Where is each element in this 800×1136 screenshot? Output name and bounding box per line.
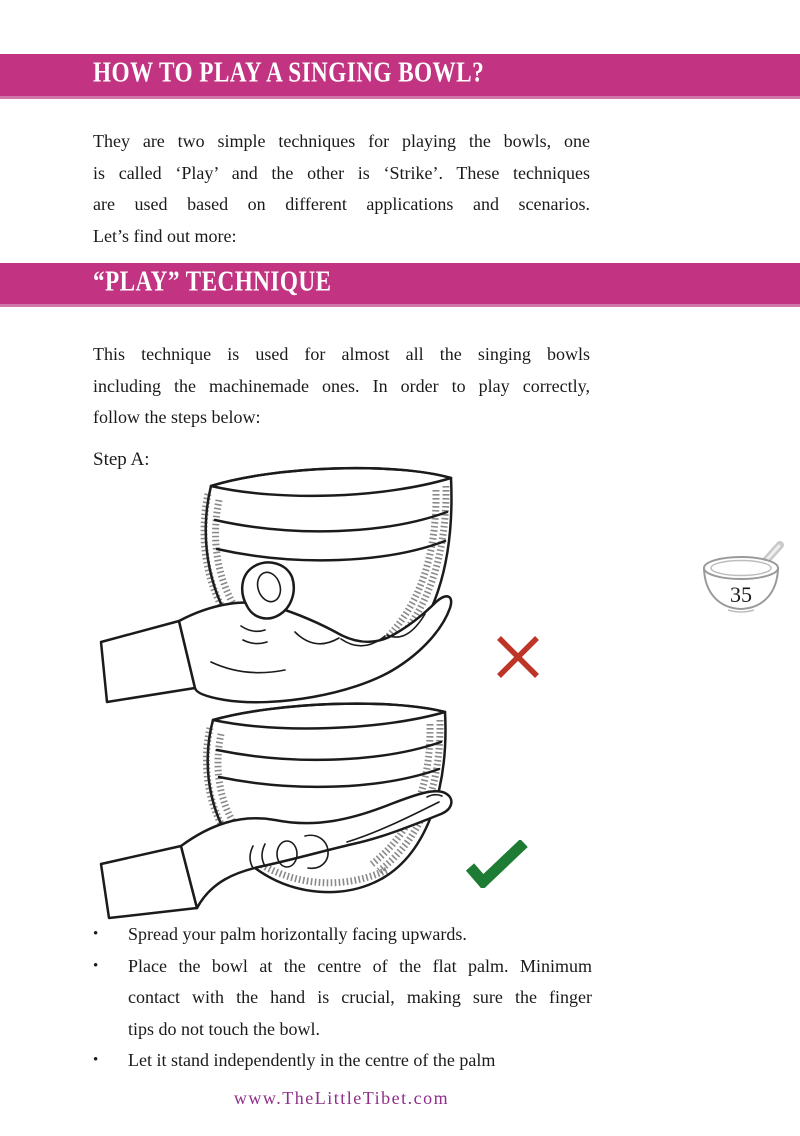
list-item (93, 919, 592, 951)
list-item-text: Spread your palm horizontally facing upwards. (128, 924, 467, 944)
intro-paragraph: They are two simple techniques for playing the bowls, one is called ‘Play’ and the other is ‘Strike’. These techniques are used based on different applications and scenarios. Let’s find out more: (93, 131, 590, 246)
list-item (93, 951, 592, 1046)
bullet-marker: • (93, 957, 99, 974)
list-item-text: Place the bowl at the centre of the flat palm. Minimum contact with the hand is crucial, making sure the finger tips do not touch the bowl. (128, 955, 592, 1039)
list-item-text: Let it stand independently in the centre of the palm (128, 1050, 496, 1070)
figure-correct-hold (95, 696, 475, 920)
bullet-marker: • (93, 1052, 99, 1068)
page-number: 35 (730, 582, 752, 607)
section-header-play-technique (0, 263, 800, 307)
list-item (93, 1045, 592, 1077)
cross-icon (496, 634, 540, 680)
instruction-list (93, 919, 592, 1077)
section-title: “PLAY” TECHNIQUE (93, 266, 332, 298)
technique-paragraph: This technique is used for almost all the singing bowls including the machinemade ones. In order to play correctly, follow the steps below: (93, 344, 590, 427)
bowl-on-flat-palm-illustration (95, 696, 475, 920)
step-label: Step A: (93, 449, 150, 470)
section-header-how-to-play (0, 54, 800, 99)
section-title: HOW TO PLAY A SINGING BOWL? (93, 57, 485, 89)
footer-url: www.TheLittleTibet.com (233, 1088, 450, 1108)
bullet-marker: • (93, 926, 99, 942)
check-icon (466, 840, 530, 888)
page-number-badge (696, 540, 792, 622)
